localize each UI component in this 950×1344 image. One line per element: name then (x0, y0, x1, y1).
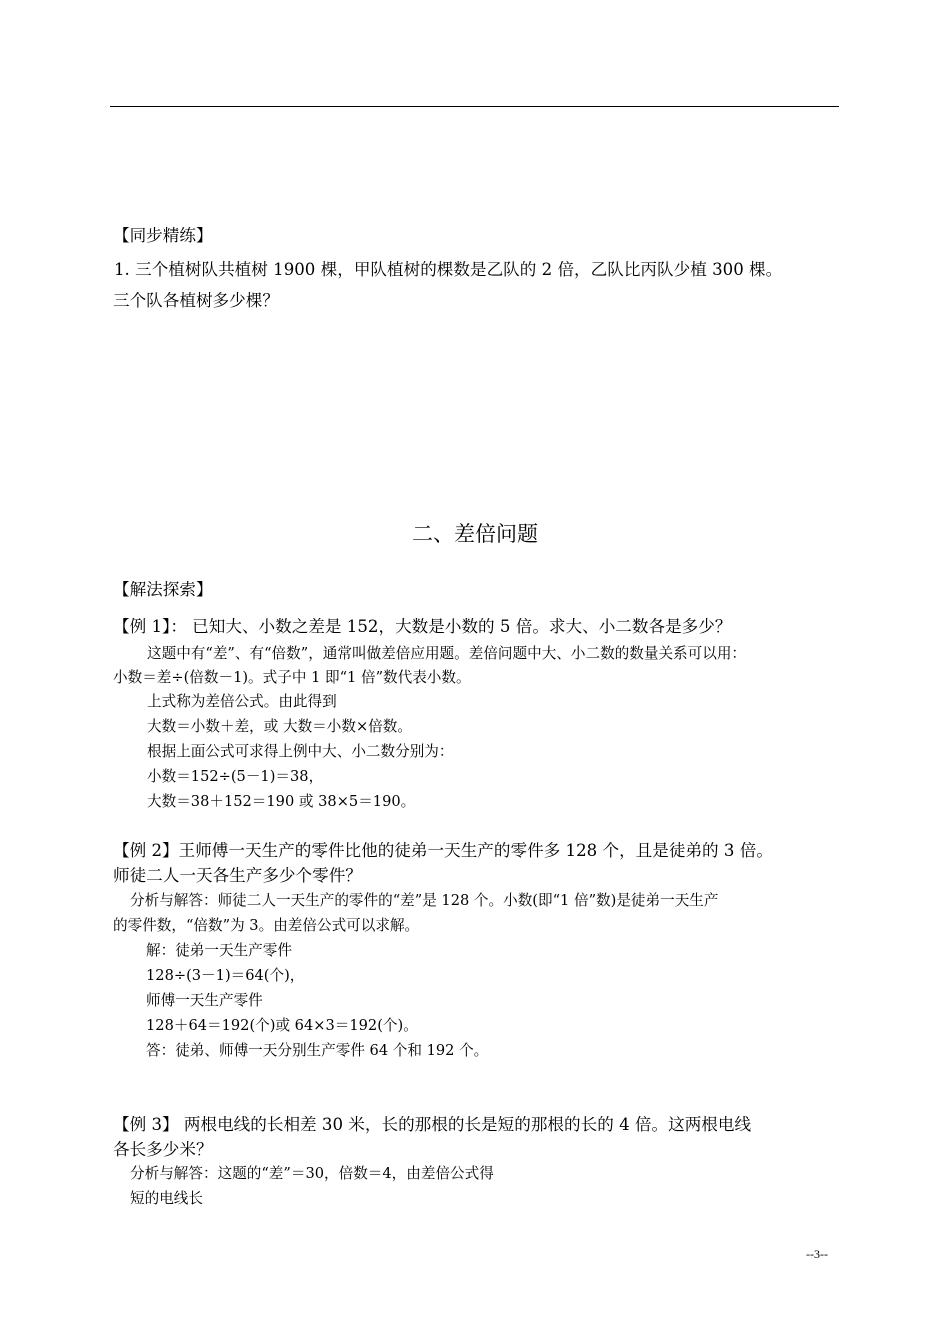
example3-title-line2: 各长多少米？ (113, 1140, 213, 1159)
example2-line: 128＋64＝192(个)或 64×3＝192(个)。 (146, 1017, 418, 1034)
example1-line: 大数＝38＋152＝190 或 38×5＝190。 (147, 793, 416, 810)
solution-explore-heading: 【解法探索】 (113, 580, 213, 599)
section-title: 二、差倍问题 (412, 522, 538, 546)
example1-line: 根据上面公式可求得上例中大、小二数分别为： (147, 743, 454, 760)
practice-heading: 【同步精练】 (113, 226, 213, 245)
practice-problem-line2: 三个队各植树多少棵？ (113, 291, 279, 310)
page-number: --3-- (806, 1247, 828, 1261)
example1-title: 【例 1】： 已知大、小数之差是 152，大数是小数的 5 倍。求大、小二数各是多少？ (113, 617, 732, 636)
example2-title-line1: 【例 2】王师傅一天生产的零件比他的徒弟一天生产的零件多 128 个，且是徒弟的 3 倍。 (113, 841, 773, 860)
example1-line: 上式称为差倍公式。由此得到 (147, 693, 337, 710)
example1-line: 这题中有“差”、有“倍数”，通常叫做差倍应用题。差倍问题中大、小二数的数量关系可以用： (147, 645, 747, 662)
example1-line: 大数＝小数＋差，或 大数＝小数×倍数。 (147, 718, 412, 735)
example3-line: 分析与解答：这题的“差”＝30，倍数＝4，由差倍公式得 (130, 1165, 494, 1182)
example1-line: 小数＝差÷(倍数－1)。式子中 1 即“1 倍”数代表小数。 (113, 669, 471, 686)
example2-line: 的零件数，“倍数”为 3。由差倍公式可以求解。 (113, 917, 420, 934)
example2-line: 师傅一天生产零件 (146, 992, 263, 1009)
example2-line: 128÷(3－1)＝64(个)， (146, 967, 305, 984)
example1-line: 小数＝152÷(5－1)＝38， (147, 768, 324, 785)
header-rule (110, 106, 839, 107)
example2-line: 分析与解答：师徒二人一天生产的零件的“差”是 128 个。小数(即“1 倍”数)是徒弟一天生产 (130, 892, 719, 909)
practice-problem-line1: 1. 三个植树队共植树 1900 棵，甲队植树的棵数是乙队的 2 倍，乙队比丙队少植 300 棵。 (114, 260, 783, 279)
example2-line: 解：徒弟一天生产零件 (146, 942, 292, 959)
example3-line: 短的电线长 (130, 1190, 203, 1207)
example3-title-line1: 【例 3】 两根电线的长相差 30 米，长的那根的长是短的那根的长的 4 倍。这两根电线 (113, 1115, 752, 1134)
example2-title-line2: 师徒二人一天各生产多少个零件？ (113, 866, 362, 885)
example2-line: 答：徒弟、师傅一天分别生产零件 64 个和 192 个。 (146, 1042, 489, 1059)
